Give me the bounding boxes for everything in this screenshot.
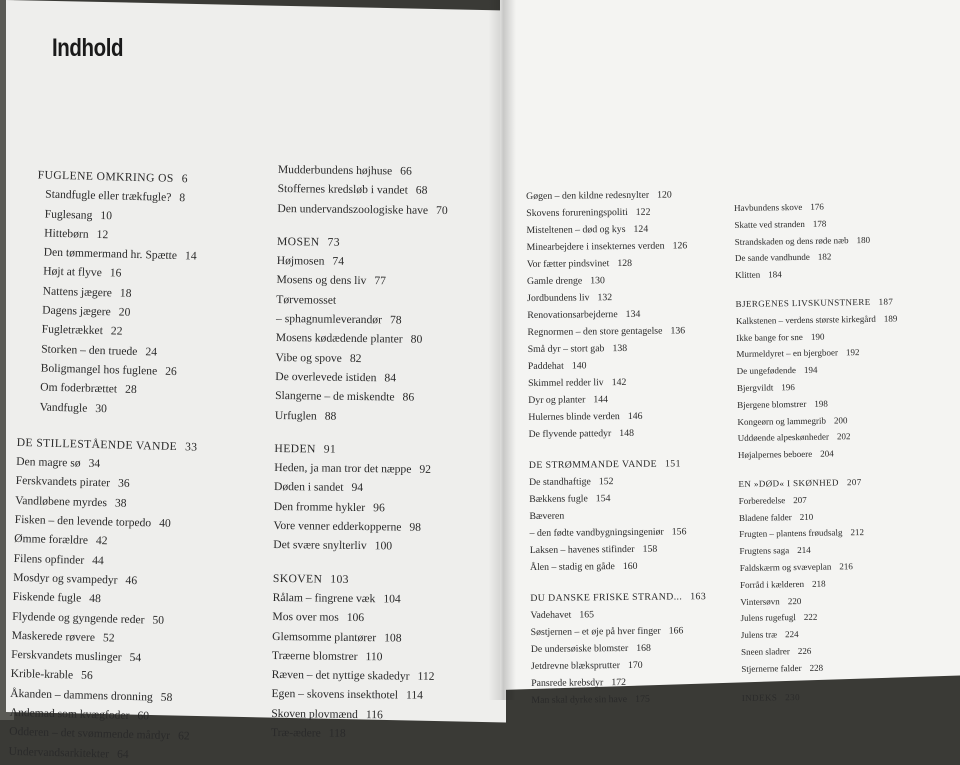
toc-entry-page: 88 <box>324 409 337 423</box>
toc-entry-title: Flydende og gyngende reder <box>12 609 145 626</box>
toc-entry-title: Den undervandszoologiske have <box>277 201 429 217</box>
toc-entry-title: Vor fætter pindsvinet <box>526 258 610 270</box>
toc-entry-page: 46 <box>125 573 138 588</box>
toc-entry-title: Undervandsarkitekter <box>8 744 110 761</box>
toc-entry-title: Minearbejdere i insekternes verden <box>526 240 665 253</box>
toc-entry-title: – den fødte vandbygningsingeniør <box>529 526 664 539</box>
toc-entry-page: 198 <box>814 398 828 409</box>
toc-entry-page: 84 <box>384 371 397 385</box>
toc-entry-page: 52 <box>102 631 115 645</box>
toc-entry-page: 140 <box>571 360 587 372</box>
toc-entry-title: Ferskvandets pirater <box>15 474 111 490</box>
toc-entry-page: 207 <box>793 494 807 505</box>
toc-entry-page: 68 <box>415 183 428 198</box>
toc-entry <box>274 477 445 498</box>
toc-entry <box>528 373 704 392</box>
toc-entry-page: 204 <box>820 448 834 459</box>
toc-entry-page: 60 <box>137 709 150 723</box>
toc-entry <box>271 704 442 725</box>
toc-entry-page: 64 <box>116 747 129 761</box>
toc-entry-title: Døden i sandet <box>273 480 344 495</box>
toc-entry-title: Højalpernes beboere <box>737 448 813 461</box>
toc-column-1 <box>8 165 204 765</box>
toc-entry <box>531 639 707 658</box>
toc-entry <box>526 220 702 239</box>
toc-entry-page: 218 <box>811 578 826 589</box>
toc-entry-page: 122 <box>635 206 651 218</box>
toc-entry <box>527 305 703 324</box>
toc-entry-title: Vibe og spove <box>275 350 342 365</box>
toc-entry-page: 184 <box>768 269 782 280</box>
toc-section-heading <box>530 588 706 607</box>
toc-entry-title: Højmosen <box>276 254 325 268</box>
toc-entry-page: 26 <box>165 364 177 379</box>
toc-entry-title: Bjergvildt <box>736 382 774 393</box>
book-gutter <box>488 0 516 700</box>
toc-entry-page: 108 <box>384 630 402 645</box>
toc-entry-page: 56 <box>80 669 93 683</box>
toc-entry-page: 100 <box>374 539 393 553</box>
toc-entry-title: Dyr og planter <box>528 394 586 406</box>
toc-entry-title: Man skal dyrke sin have <box>531 693 628 706</box>
toc-entry-title: Ikke bange for sne <box>736 331 803 343</box>
toc-entry-page: 142 <box>611 376 627 389</box>
toc-entry-page: 154 <box>595 493 611 505</box>
toc-entry-page: 132 <box>597 292 613 304</box>
toc-entry <box>275 386 446 407</box>
toc-entry-title: Fugletrækket <box>41 322 104 338</box>
toc-heading-text: INDEKS <box>741 691 778 703</box>
toc-entry-page: 106 <box>346 611 365 625</box>
toc-entry-title: Ræven – det nyttige skadedyr <box>271 668 410 683</box>
toc-entry-page: 178 <box>812 218 827 229</box>
toc-heading-text: HEDEN <box>274 441 316 456</box>
toc-entry <box>526 203 702 222</box>
toc-entry-title: Storken – den truede <box>41 342 138 358</box>
toc-section-heading <box>277 232 448 253</box>
toc-entry-page: 144 <box>593 394 609 406</box>
toc-entry-page: 212 <box>850 527 865 538</box>
toc-heading-text: MOSEN <box>276 234 320 249</box>
toc-entry-page: 190 <box>810 331 825 342</box>
toc-entry-page: 12 <box>96 227 109 242</box>
toc-entry-page: 224 <box>785 629 799 640</box>
toc-entry-page: 22 <box>110 324 123 339</box>
toc-entry <box>530 605 706 624</box>
toc-entry-title: Egen – skovens insekthotel <box>271 687 399 702</box>
toc-entry-page: 34 <box>88 456 101 471</box>
toc-entry-title: Odderen – det svømmende mårdyr <box>8 725 171 743</box>
toc-entry-page: 175 <box>635 693 650 705</box>
toc-entry-title: Laksen – havenes stifinder <box>529 543 635 556</box>
toc-entry-title: Regnormen – den store gentagelse <box>527 325 663 338</box>
toc-entry-title: Træerne blomstrer <box>271 648 358 663</box>
toc-entry-title: Søstjernen – et øje på hver finger <box>530 625 661 638</box>
toc-heading-text: FUGLENE OMKRING OS <box>37 168 174 185</box>
toc-entry-page: 80 <box>410 333 423 347</box>
toc-entry-title: Klitten <box>735 269 761 281</box>
toc-entry <box>531 690 707 709</box>
toc-entry-title: Åkanden – dammens dronning <box>10 686 153 704</box>
toc-entry-page: 36 <box>117 477 130 491</box>
toc-heading-page: 151 <box>664 458 681 470</box>
toc-entry-page: 20 <box>118 305 131 319</box>
toc-entry-page: 138 <box>612 342 628 355</box>
toc-entry-title: Hulernes blinde verden <box>528 411 620 423</box>
toc-entry-title: De sande vandhunde <box>734 252 810 264</box>
toc-entry-page: 165 <box>579 609 595 621</box>
toc-entry-title: Strandskaden og dens røde næb <box>734 234 849 247</box>
toc-entry-title: Træ-ædere <box>270 725 321 740</box>
toc-entry-title: Jetdrevne blæksprutter <box>530 660 621 672</box>
toc-section-heading <box>274 439 445 460</box>
toc-entry-title: De overlevede istiden <box>275 369 377 385</box>
toc-entry-page: 54 <box>129 651 142 665</box>
toc-entry-page: 110 <box>365 649 383 664</box>
toc-entry-page: 160 <box>622 560 638 573</box>
toc-entry-page: 202 <box>836 431 851 442</box>
toc-entry-title: Uddøende alpeskønheder <box>737 431 830 444</box>
toc-entry-page: 14 <box>184 249 197 263</box>
toc-entry-title: Andemad som kvægfoder <box>9 705 130 722</box>
toc-entry <box>529 506 705 525</box>
toc-entry-title: Pansrede krebsdyr <box>531 677 604 689</box>
toc-entry-title: De standhaftige <box>529 476 591 488</box>
toc-entry-page: 40 <box>159 516 171 531</box>
toc-heading-page: 187 <box>878 296 894 307</box>
toc-entry-page: 176 <box>810 201 824 212</box>
toc-entry <box>272 607 443 628</box>
toc-entry-page: 128 <box>617 257 633 270</box>
toc-entry-title: Bækkens fugle <box>529 493 588 505</box>
toc-entry-title: Fisken – den levende torpedo <box>14 512 152 530</box>
toc-entry <box>277 251 448 272</box>
toc-entry-title: Glemsomme plantører <box>272 629 377 644</box>
toc-entry <box>276 290 447 311</box>
toc-entry-page: 94 <box>351 481 364 495</box>
toc-entry-title: Skimmel redder liv <box>527 377 604 389</box>
toc-entry <box>527 322 703 341</box>
toc-entry-title: Jordbundens liv <box>527 292 590 304</box>
toc-entry-page: 38 <box>114 496 127 510</box>
toc-entry-title: Stjernerne falder <box>741 662 802 674</box>
toc-entry-title: Kalkstenen – verdens største kirkegård <box>735 313 876 326</box>
toc-entry-page: 124 <box>633 223 649 235</box>
toc-entry <box>272 646 443 667</box>
toc-entry-title: Mosens og dens liv <box>276 273 367 288</box>
toc-entry-title: Bæveren <box>529 510 565 522</box>
toc-entry-title: Mosdyr og svampedyr <box>13 570 118 587</box>
toc-entry-title: Små dyr – stort gab <box>527 343 605 355</box>
toc-entry-title: Skatte ved stranden <box>734 218 805 230</box>
toc-entry <box>530 523 706 542</box>
toc-entry-title: Rålam – fingrene væk <box>272 590 376 606</box>
toc-entry-page: 104 <box>383 592 401 606</box>
toc-entry-title: Vadehavet <box>530 609 572 621</box>
toc-entry-page: 70 <box>436 203 448 217</box>
toc-entry-page: 226 <box>797 645 812 656</box>
toc-entry-page: 170 <box>627 659 643 671</box>
toc-heading-text: EN »DØD« I SKØNHED <box>738 477 839 489</box>
toc-entry-title: Mudderbundens højhuse <box>277 162 393 178</box>
toc-entry-page: 50 <box>152 613 165 627</box>
toc-heading-text: DE STRØMMANDE VANDE <box>528 458 658 471</box>
toc-entry-title: Bjergene blomstrer <box>737 398 807 410</box>
toc-entry-title: Forråd i kælderen <box>739 578 805 590</box>
toc-entry <box>530 540 706 559</box>
toc-section-heading <box>742 687 904 706</box>
toc-heading-page: 33 <box>184 440 198 454</box>
toc-entry-title: Den fromme hykler <box>273 499 366 514</box>
toc-entry-page: 8 <box>179 191 186 205</box>
toc-entry-title: Vandfugle <box>39 400 88 415</box>
toc-entry-page: 42 <box>95 534 108 548</box>
toc-entry-page: 130 <box>590 275 605 287</box>
toc-entry-title: Den tømmermand hr. Spætte <box>43 245 178 263</box>
toc-entry-title: Standfugle eller trækfugle? <box>45 187 172 205</box>
toc-column-3 <box>526 186 707 709</box>
toc-entry <box>271 684 442 705</box>
toc-entry <box>275 406 446 427</box>
toc-entry-title: Dagens jægere <box>42 303 111 319</box>
toc-entry-title: Vandløbene myrdes <box>15 493 108 510</box>
toc-entry <box>530 557 706 576</box>
toc-entry <box>528 356 704 375</box>
toc-entry-page: 82 <box>349 351 362 365</box>
toc-entry-title: Højt at flyve <box>43 265 102 280</box>
toc-entry-title: – sphagnumleverandør <box>275 312 383 327</box>
toc-entry-page: 92 <box>419 462 432 477</box>
toc-entry <box>528 390 704 409</box>
toc-entry-title: Renovationsarbejderne <box>527 309 618 321</box>
toc-entry-page: 44 <box>92 553 104 567</box>
toc-entry-title: Krible-krable <box>10 667 74 682</box>
toc-entry-page: 168 <box>636 642 651 654</box>
toc-entry <box>527 271 703 290</box>
toc-entry-page: 189 <box>883 313 898 324</box>
toc-entry <box>531 673 707 692</box>
toc-heading-page: 230 <box>785 691 800 702</box>
toc-entry-title: Ømme forældre <box>14 532 89 548</box>
toc-entry-title: Ålen – stadig en gåde <box>529 561 615 573</box>
toc-entry-page: 116 <box>365 707 383 722</box>
toc-entry-page: 182 <box>817 251 832 263</box>
toc-entry-page: 86 <box>402 390 415 404</box>
toc-entry-page: 216 <box>839 561 853 572</box>
toc-entry <box>277 199 448 220</box>
toc-entry-title: Fiskende fugle <box>12 590 82 605</box>
toc-entry <box>528 339 704 358</box>
toc-entry-page: 180 <box>856 234 871 245</box>
toc-entry <box>528 407 704 426</box>
toc-entry-page: 96 <box>373 500 385 515</box>
toc-entry <box>271 723 442 744</box>
toc-entry <box>275 367 446 388</box>
toc-section-heading <box>529 455 705 474</box>
toc-entry-title: Skoven plovmænd <box>271 706 358 721</box>
toc-entry <box>529 489 705 508</box>
toc-entry-page: 220 <box>787 595 802 606</box>
toc-entry-title: Boligmangel hos fuglene <box>40 361 158 378</box>
toc-entry-page: 172 <box>611 676 627 689</box>
toc-entry-page: 210 <box>799 511 814 522</box>
toc-entry <box>276 270 447 291</box>
toc-heading-text: DE STILLESTÅENDE VANDE <box>16 435 178 453</box>
toc-entry-page: 77 <box>374 274 387 288</box>
toc-entry-page: 16 <box>109 266 122 281</box>
toc-entry-title: Mos over mos <box>272 610 339 625</box>
toc-entry-page: 200 <box>833 414 848 426</box>
toc-entry-page: 30 <box>95 401 108 415</box>
toc-entry <box>274 458 445 479</box>
toc-entry-title: Nattens jægere <box>42 284 113 300</box>
toc-entry <box>273 535 444 556</box>
toc-column-2 <box>271 160 448 744</box>
toc-entry-title: Vore venner edderkopperne <box>273 519 402 534</box>
toc-entry <box>527 254 703 273</box>
toc-entry-page: 98 <box>409 520 422 534</box>
toc-entry <box>736 310 898 329</box>
toc-entry-title: Frugtens saga <box>739 545 790 557</box>
toc-entry <box>527 288 703 307</box>
toc-entry-page: 136 <box>670 325 686 337</box>
toc-entry-page: 228 <box>809 662 824 673</box>
toc-entry-title: Paddehat <box>527 360 564 372</box>
toc-entry <box>276 328 447 349</box>
toc-entry-title: Frugten – plantens frøudsalg <box>739 527 843 540</box>
toc-entry-page: 74 <box>332 254 345 269</box>
toc-heading-page: 207 <box>846 476 862 488</box>
toc-entry <box>531 656 707 675</box>
toc-entry-page: 192 <box>845 347 860 358</box>
toc-entry-title: Filens opfinder <box>13 551 85 567</box>
toc-entry-title: Tørvemosset <box>276 292 337 307</box>
toc-entry-title: Maskerede røvere <box>11 628 96 644</box>
toc-entry-title: Bladene falder <box>738 511 792 523</box>
toc-column-4 <box>734 197 903 706</box>
toc-heading-page: 91 <box>323 442 337 456</box>
toc-entry-title: Murmeldyret – en bjergboer <box>736 347 839 360</box>
toc-entry <box>272 665 443 686</box>
toc-entry-title: De undersøiske blomster <box>530 642 629 655</box>
toc-entry-title: Om foderbrættet <box>40 380 118 396</box>
toc-entry <box>528 424 704 443</box>
toc-entry-page: 10 <box>100 208 113 222</box>
toc-entry <box>272 626 443 647</box>
toc-entry-title: Havbundens skove <box>734 201 803 213</box>
toc-entry-title: Forberedelse <box>738 494 786 506</box>
toc-entry-page: 148 <box>619 427 635 440</box>
toc-entry <box>278 179 449 200</box>
toc-heading-page: 103 <box>330 572 349 586</box>
toc-entry-title: Julens træ <box>740 629 778 641</box>
toc-entry-page: 18 <box>119 286 132 300</box>
toc-entry-page: 156 <box>671 526 687 538</box>
toc-entry-title: Skovens forureningspoliti <box>526 206 628 219</box>
toc-entry <box>531 622 707 641</box>
toc-entry-title: Urfuglen <box>274 408 317 423</box>
toc-entry-title: Mosens kødædende planter <box>275 331 403 346</box>
toc-entry-page: 114 <box>405 689 424 703</box>
toc-entry-page: 118 <box>328 726 346 740</box>
toc-heading-page: 163 <box>690 591 707 603</box>
toc-entry-page: 48 <box>89 592 102 606</box>
toc-entry-title: Julens rugefugl <box>740 612 796 624</box>
toc-entry-title: Stoffernes kredsløb i vandet <box>277 182 408 197</box>
toc-entry <box>278 160 449 181</box>
toc-entry-title: Fuglesang <box>44 207 93 222</box>
toc-entry-page: 112 <box>417 669 435 684</box>
toc-entry <box>275 348 446 369</box>
toc-entry <box>529 472 705 491</box>
toc-heading-text: BJERGENES LIVSKUNSTNERE <box>735 296 871 309</box>
toc-entry-title: Den magre sø <box>16 455 81 470</box>
toc-entry <box>276 309 447 330</box>
toc-entry-title: Misteltenen – død og kys <box>526 223 626 236</box>
toc-entry-page: 126 <box>672 240 688 252</box>
toc-entry-page: 152 <box>598 476 614 488</box>
toc-entry <box>273 516 444 537</box>
toc-entry-page: 196 <box>781 382 795 393</box>
toc-entry-title: Kongeørn og lammegrib <box>737 415 827 427</box>
toc-entry-title: Heden, ja man tror det næppe <box>274 461 412 476</box>
toc-entry-page: 146 <box>627 410 643 422</box>
toc-entry-title: Slangerne – de miskendte <box>275 389 395 404</box>
toc-entry-title: Det svære snylterliv <box>273 538 367 553</box>
toc-entry-title: De flyvende pattedyr <box>528 428 612 440</box>
toc-entry-title: Ferskvandets muslinger <box>11 647 122 664</box>
toc-entry-page: 28 <box>124 382 137 397</box>
toc-entry <box>274 497 445 518</box>
toc-entry-title: De ungefødende <box>736 365 796 377</box>
toc-entry-page: 120 <box>656 189 672 201</box>
toc-entry-title: Vintersøvn <box>740 595 780 607</box>
toc-entry-page: 66 <box>400 164 412 178</box>
toc-entry-title: Gøgen – den kildne redesnylter <box>526 189 650 202</box>
page-title: Indhold <box>52 34 124 62</box>
toc-entry-page: 194 <box>803 364 818 376</box>
toc-heading-page: 6 <box>181 172 189 186</box>
toc-entry <box>527 237 703 256</box>
toc-entry-title: Sneen sladrer <box>741 646 790 657</box>
toc-entry-page: 222 <box>803 612 818 623</box>
toc-entry-page: 158 <box>642 543 658 555</box>
toc-entry <box>526 186 702 205</box>
toc-heading-text: SKOVEN <box>272 571 323 586</box>
toc-entry-title: Hittebørn <box>44 226 89 241</box>
toc-entry-page: 58 <box>160 690 173 704</box>
toc-entry-page: 134 <box>625 308 641 320</box>
toc-entry <box>273 588 444 609</box>
toc-entry-page: 78 <box>389 313 402 327</box>
toc-heading-text: DU DANSKE FRISKE STRAND... <box>530 591 683 604</box>
toc-entry-page: 62 <box>177 729 190 743</box>
toc-entry-title: Gamle drenge <box>526 275 583 287</box>
toc-heading-page: 73 <box>327 235 341 249</box>
toc-entry-page: 214 <box>797 544 811 556</box>
toc-entry-title: Faldskærm og svæveplan <box>739 561 832 573</box>
toc-entry-page: 24 <box>145 344 158 359</box>
toc-section-heading <box>273 569 444 590</box>
toc-entry-page: 166 <box>668 625 684 637</box>
